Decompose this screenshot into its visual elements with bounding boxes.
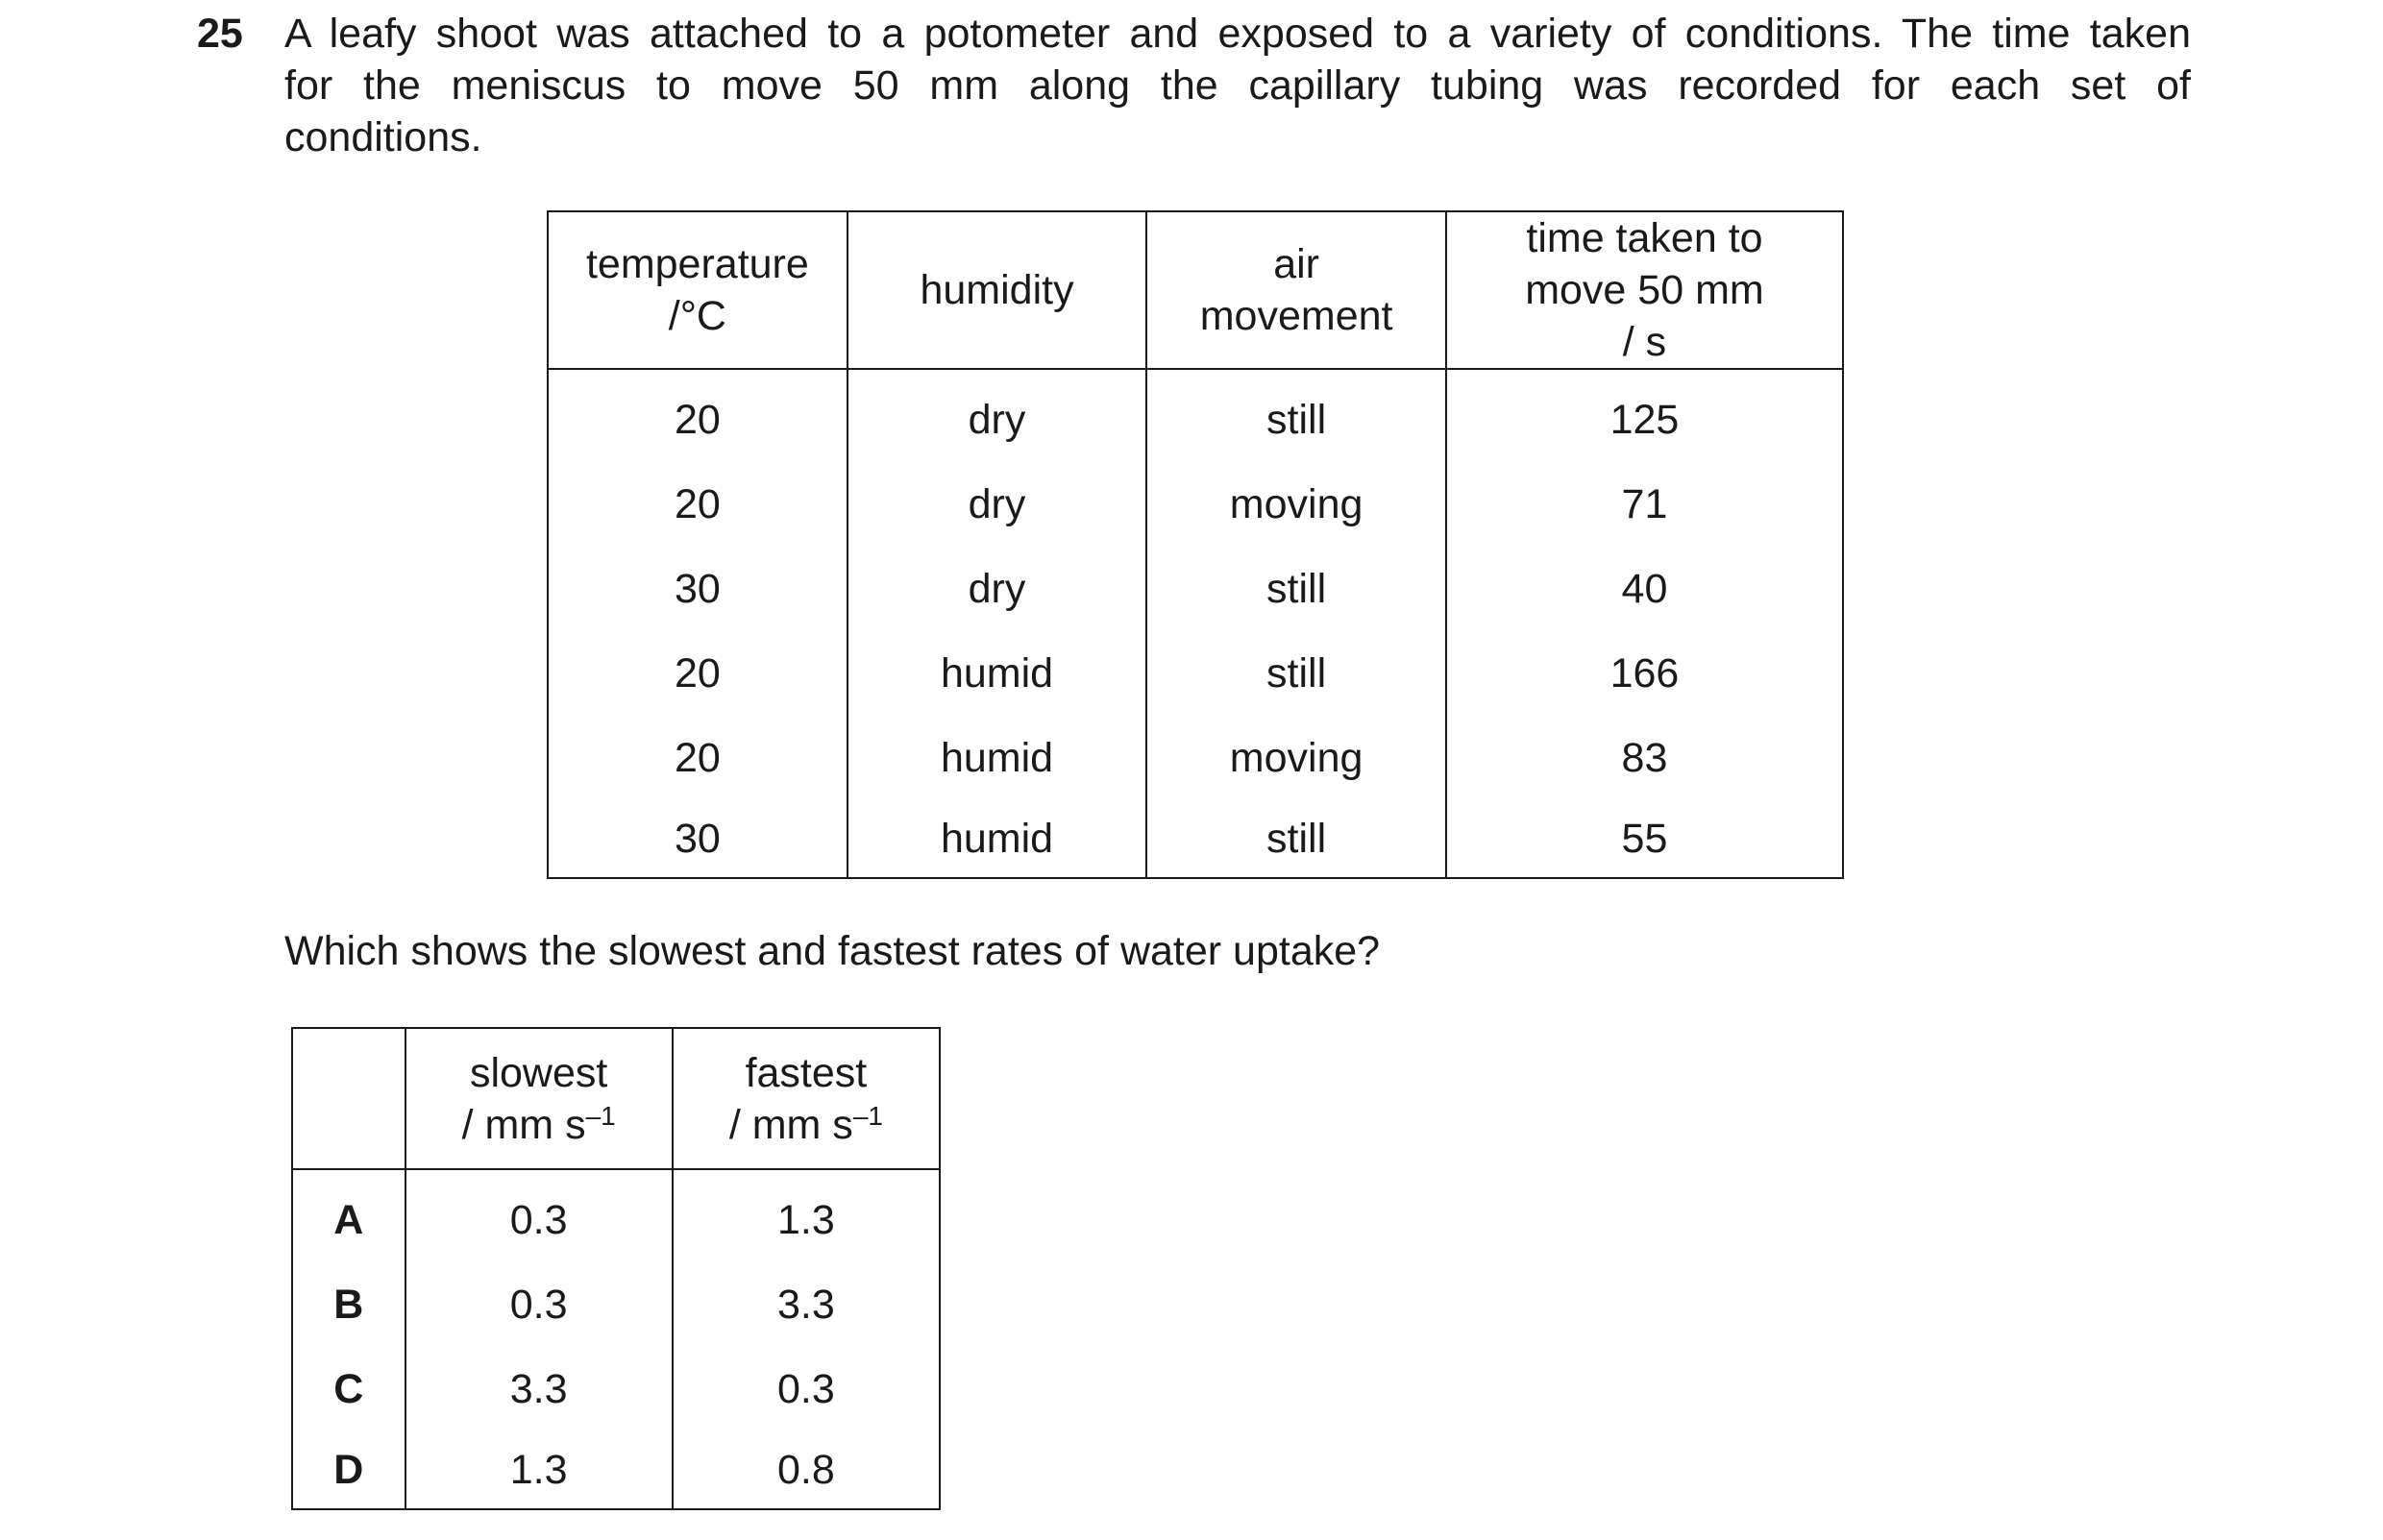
answer-option-b[interactable] (292, 1262, 940, 1347)
answer-header-blank (292, 1028, 405, 1169)
table-cell: humid (848, 800, 1147, 878)
table-cell: 20 (548, 462, 848, 547)
question-stem (284, 8, 2191, 163)
answer-header-row (292, 1028, 940, 1169)
option-slowest: 0.3 (405, 1169, 673, 1262)
option-fastest: 3.3 (673, 1262, 940, 1347)
table-cell: 30 (548, 547, 848, 631)
option-letter: A (292, 1169, 405, 1262)
option-fastest: 0.3 (673, 1347, 940, 1431)
table-cell: 20 (548, 716, 848, 800)
question-prompt: Which shows the slowest and fastest rates of water uptake? (284, 928, 1381, 974)
table-cell: humid (848, 716, 1147, 800)
stem-line-2: for the meniscus to move 50 mm along the capillary tubing was recorded for each set of (284, 62, 2191, 109)
table-cell: still (1146, 369, 1446, 462)
table-row (548, 716, 1843, 800)
table-cell: 40 (1446, 547, 1843, 631)
header-time-taken (1446, 211, 1843, 369)
answer-options-table (291, 1027, 941, 1510)
option-slowest: 0.3 (405, 1262, 673, 1347)
answer-option-d[interactable] (292, 1431, 940, 1509)
table-cell: moving (1146, 462, 1446, 547)
header-temperature-unit: /°C (668, 293, 726, 339)
header-time-line2: move 50 mm (1525, 267, 1764, 313)
option-fastest: 0.8 (673, 1431, 940, 1509)
option-slowest: 1.3 (405, 1431, 673, 1509)
header-temperature-label: temperature (585, 241, 809, 287)
table-cell: 20 (548, 631, 848, 716)
table-cell: 166 (1446, 631, 1843, 716)
table-row (548, 800, 1843, 878)
table-row (548, 631, 1843, 716)
table-row (548, 547, 1843, 631)
stem-line-3: conditions. (284, 114, 482, 160)
header-fastest (673, 1028, 940, 1169)
table-cell: dry (848, 547, 1147, 631)
table-cell: 20 (548, 369, 848, 462)
header-time-unit: / s (1622, 319, 1667, 365)
table-cell: 83 (1446, 716, 1843, 800)
header-temperature (548, 211, 848, 369)
header-slowest-unit: / mm $s^{-1}$ (461, 1100, 616, 1148)
header-humidity-label: humidity (920, 267, 1074, 313)
conditions-table (547, 210, 1844, 879)
option-slowest: 3.3 (405, 1347, 673, 1431)
question-number: 25 (197, 11, 243, 57)
table-cell: 125 (1446, 369, 1843, 462)
table-cell: still (1146, 547, 1446, 631)
table-cell: 55 (1446, 800, 1843, 878)
header-time-line1: time taken to (1526, 215, 1763, 261)
table-cell: 30 (548, 800, 848, 878)
header-movement-label: movement (1199, 293, 1393, 339)
header-slowest (405, 1028, 673, 1169)
conditions-header-row (548, 211, 1843, 369)
table-cell: dry (848, 462, 1147, 547)
header-air-movement (1146, 211, 1446, 369)
table-cell: humid (848, 631, 1147, 716)
table-cell: 71 (1446, 462, 1843, 547)
answer-option-c[interactable] (292, 1347, 940, 1431)
table-cell: still (1146, 800, 1446, 878)
header-fastest-label: fastest (745, 1049, 868, 1096)
header-humidity (848, 211, 1147, 369)
table-cell: still (1146, 631, 1446, 716)
table-cell: moving (1146, 716, 1446, 800)
header-fastest-unit: / mm $s^{-1}$ (728, 1100, 883, 1148)
option-letter: C (292, 1347, 405, 1431)
option-letter: B (292, 1262, 405, 1347)
option-letter: D (292, 1431, 405, 1509)
header-slowest-label: slowest (469, 1049, 608, 1096)
answer-option-a[interactable] (292, 1169, 940, 1262)
table-row (548, 462, 1843, 547)
table-cell: dry (848, 369, 1147, 462)
header-air-label: air (1273, 241, 1319, 287)
option-fastest: 1.3 (673, 1169, 940, 1262)
stem-line-1: A leafy shoot was attached to a potometer and exposed to a variety of conditions. The time taken (284, 11, 2191, 57)
table-row (548, 369, 1843, 462)
